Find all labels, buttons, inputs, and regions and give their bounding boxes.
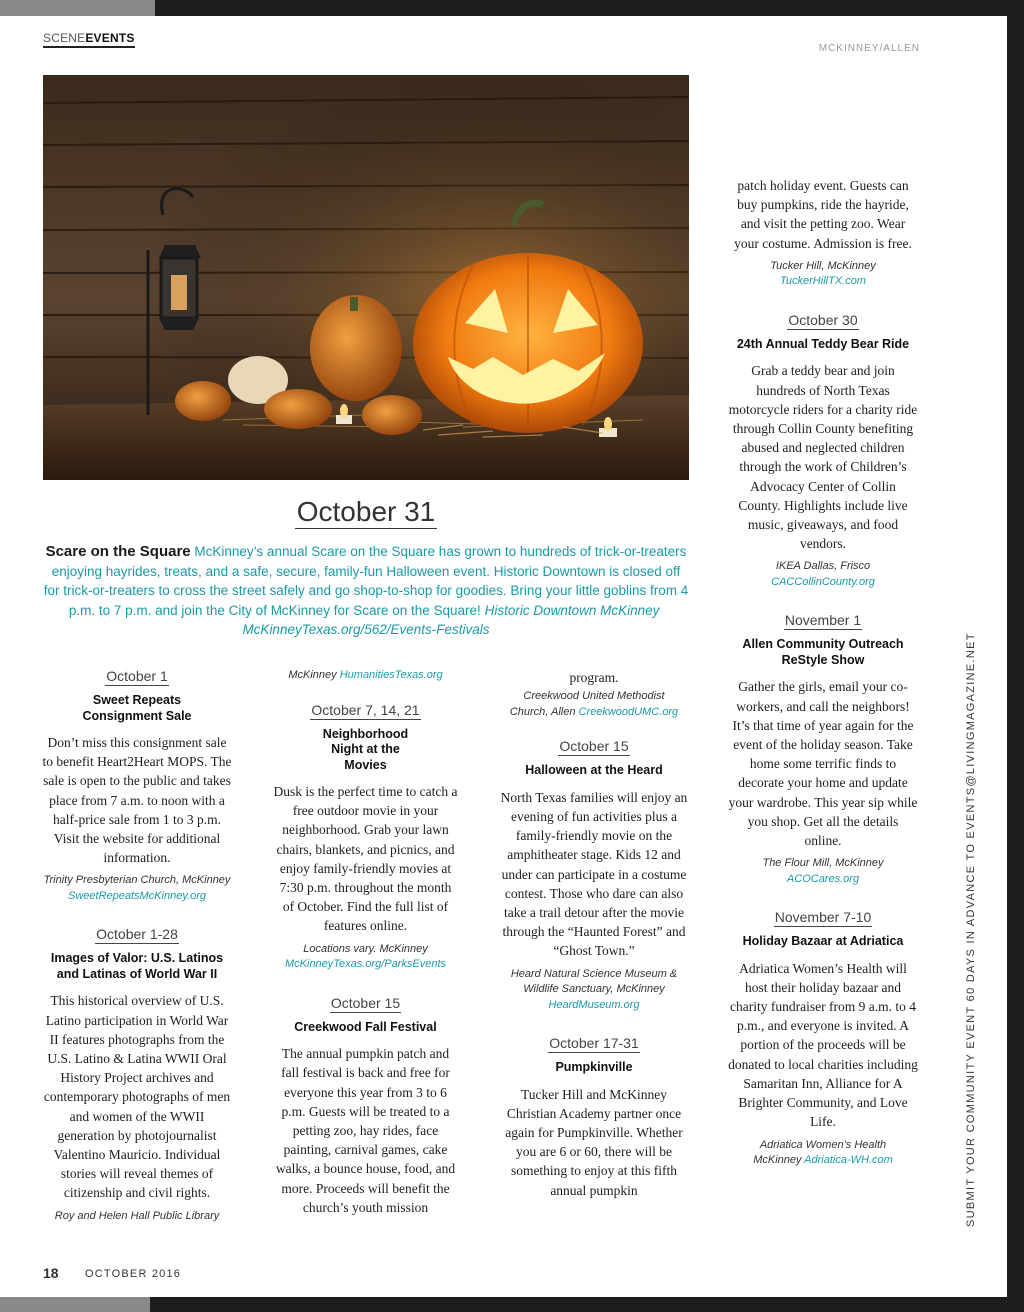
- event-link[interactable]: TuckerHillTX.com: [780, 275, 866, 288]
- event-description: Gather the girls, email your co-workers, and call the neighbors! It’s that time of year again for the event of the holiday season. Take home some terrific finds to decorate your home and update your wardrobe. This year sip while you shop. Get all the details online.: [728, 679, 918, 848]
- event-continuation: [728, 176, 918, 290]
- event-heard: [496, 738, 692, 1013]
- event-date: October 30: [788, 311, 858, 328]
- event-title: Neighborhood Night at the Movies: [322, 726, 409, 772]
- event-location-line: McKinney Adriatica-WH.com: [753, 1154, 893, 1166]
- feature-body-text: McKinney’s annual Scare on the Square has grown to hundreds of trick-or-treaters enjoying hayrides, treats, and a safe, secure, family-fun Halloween event. Historic Downtown is closed off for trick-or-treaters to cross the street safely and go shop-to-shop for goodies. Bring your little goblins from 4 p.m. to 7 p.m. and join the City of McKinney for Scare on the Square!: [43, 544, 689, 618]
- event-description: Grab a teddy bear and join hundreds of North Texas motorcycle riders for a charity ride through Collin County benefiting abused and neglected children through the work of Children’s Advocacy Center of Collin County. Highlights include live music, giveaways, and food vendors.: [728, 363, 918, 552]
- event-title: Halloween at the Heard: [525, 763, 663, 778]
- event-title: Sweet Repeats Consignment Sale: [82, 693, 192, 723]
- event-description: Dusk is the perfect time to catch a free outdoor movie in your neighborhood. Grab your lawn chairs, blankets, and picnics, and enjoy family-friendly movies at 7:30 p.m. throughout the month of October. Find the full list of features online.: [273, 784, 458, 934]
- event-location: Heard Natural Science Museum & Wildlife Sanctuary, McKinney: [510, 967, 678, 996]
- event-title: Pumpkinville: [555, 1060, 633, 1075]
- event-description: Tucker Hill and McKinney Christian Academy partner once again for Pumpkinville. Whether you are 6 or 60, there will be something to enjoy at this fifth annual pumpkin: [505, 1086, 683, 1198]
- event-location: Tucker Hill, McKinney: [770, 259, 876, 272]
- event-link[interactable]: HeardMuseum.org: [548, 998, 640, 1011]
- event-date: October 15: [559, 738, 629, 755]
- event-date: October 1-28: [96, 926, 178, 943]
- event-date: October 7, 14, 21: [311, 701, 420, 718]
- event-date: October 15: [330, 994, 401, 1011]
- event-link[interactable]: SweetRepeatsMcKinney.org: [68, 889, 206, 902]
- event-holiday-bazaar: [728, 909, 918, 1168]
- event-link[interactable]: McKinneyTexas.org/ParksEvents: [285, 958, 446, 971]
- event-description: North Texas families will enjoy an evening of fun activities plus a family-friendly movie on the amphitheater stage. Kids 12 and under can participate in a costume contest. Those who dare can also take a trail detour after the movie through the “Haunted Forest” and “Ghost Town.”: [500, 789, 688, 959]
- event-teddy-bear-ride: [728, 312, 918, 591]
- event-movie-night: [273, 702, 458, 973]
- event-description: patch holiday event. Guests can buy pumpkins, ride the hayride, and visit the petting zoo. Wear your costume. Admission is free.: [734, 178, 912, 251]
- section-tag-bold: EVENTS: [85, 31, 135, 45]
- region-label: MCKINNEY/ALLEN: [818, 43, 920, 54]
- issue-date: OCTOBER 2016: [85, 1268, 182, 1280]
- event-title: Holiday Bazaar at Adriatica: [742, 934, 904, 949]
- frame-bottom-left: [0, 1297, 150, 1312]
- submission-notice: SUBMIT YOUR COMMUNITY EVENT 60 DAYS IN ADVANCE TO EVENTS@LIVINGMAGAZINE.NET: [965, 632, 977, 1227]
- event-column-2: [273, 668, 458, 1239]
- event-location: Adriatica Women’s Health: [759, 1138, 887, 1151]
- page-number: 18: [43, 1265, 59, 1281]
- event-location: The Flour Mill, McKinney: [762, 857, 884, 870]
- event-description: Don’t miss this consignment sale to benefit Heart2Heart MOPS. The sale is open to the public and takes place from 7 a.m. to noon with a half-price sale from 1 to 3 p.m. Visit the website for additional information.: [42, 735, 232, 866]
- feature-date: October 31: [296, 496, 436, 527]
- event-title: Creekwood Fall Festival: [294, 1019, 437, 1034]
- event-date: October 1: [106, 668, 168, 684]
- frame-top-left: [0, 0, 155, 16]
- event-continuation: [273, 668, 458, 684]
- event-link[interactable]: HumanitiesTexas.org: [339, 669, 443, 681]
- event-images-of-valor: [41, 926, 233, 1224]
- event-column-1: [41, 668, 233, 1246]
- frame-bottom-right: [150, 1297, 1024, 1312]
- event-date: October 17-31: [549, 1035, 639, 1052]
- feature-title: Scare on the Square: [45, 543, 191, 560]
- event-location: Creekwood United Methodist Church, Allen CreekwoodUMC.org: [509, 690, 679, 718]
- event-title: Allen Community Outreach ReStyle Show: [742, 637, 904, 667]
- event-continuation: [496, 668, 692, 720]
- event-location: Trinity Presbyterian Church, McKinney: [43, 874, 231, 887]
- frame-top-right: [155, 0, 1024, 16]
- feature-location: Historic Downtown McKinney: [484, 602, 660, 618]
- section-tag-light: SCENE: [43, 31, 86, 45]
- event-restyle-show: [728, 612, 918, 887]
- event-pumpkinville: [496, 1035, 692, 1200]
- event-link[interactable]: CACCollinCounty.org: [771, 575, 875, 588]
- event-date: November 7-10: [774, 909, 872, 926]
- event-description: Adriatica Women’s Health will host their holiday bazaar and charity fundraiser from 9 a.m. to 4 p.m., and everyone is invited. A portion of the proceeds will be donated to local charities including Samaritan Inn, Alliance for A Brighter Community, and Love Life.: [728, 960, 918, 1130]
- frame-right: [1007, 16, 1024, 1312]
- event-link[interactable]: CreekwoodUMC.org: [578, 705, 679, 718]
- event-column-4: [728, 176, 918, 1191]
- event-location: Roy and Helen Hall Public Library: [54, 1209, 220, 1222]
- jack-o-lantern-photo-icon: [43, 75, 689, 480]
- event-description: This historical overview of U.S. Latino participation in World War II features photographs from the U.S. Latino & Latina WWII Oral History Project archives and contemporary photographs of men and women of the WWII generation by photojournalist Valentino Mauricio. Individual stories will reveal themes of citizenship and civil rights.: [43, 993, 231, 1201]
- event-link[interactable]: ACOCares.org: [786, 872, 860, 885]
- event-description: program.: [569, 670, 619, 685]
- feature-paragraph: [43, 542, 689, 640]
- event-title: Images of Valor: U.S. Latinos and Latinas of World War II: [50, 951, 224, 981]
- hero-photo: [43, 75, 689, 480]
- event-location: Locations vary. McKinney: [303, 942, 428, 955]
- event-location-line: McKinney HumanitiesTexas.org: [288, 669, 443, 681]
- section-tag: [43, 31, 135, 48]
- feature-link[interactable]: McKinneyTexas.org/562/Events-Festivals: [242, 622, 490, 638]
- event-title: 24th Annual Teddy Bear Ride: [736, 336, 910, 351]
- event-link[interactable]: Adriatica-WH.com: [804, 1154, 893, 1166]
- event-creekwood-festival: [273, 995, 458, 1217]
- event-date: November 1: [784, 612, 862, 629]
- event-column-3: [496, 668, 692, 1222]
- event-location: IKEA Dallas, Frisco: [775, 560, 871, 573]
- event-sweet-repeats: [41, 668, 233, 904]
- event-description: The annual pumpkin patch and fall festival is back and free for everyone this year from 3 to 6 p.m. Guests will be treated to a petting zoo, hay rides, face painting, carnival games, cake walks, a bounce house, food, and more. Proceeds will benefit the church’s youth mission: [275, 1046, 456, 1215]
